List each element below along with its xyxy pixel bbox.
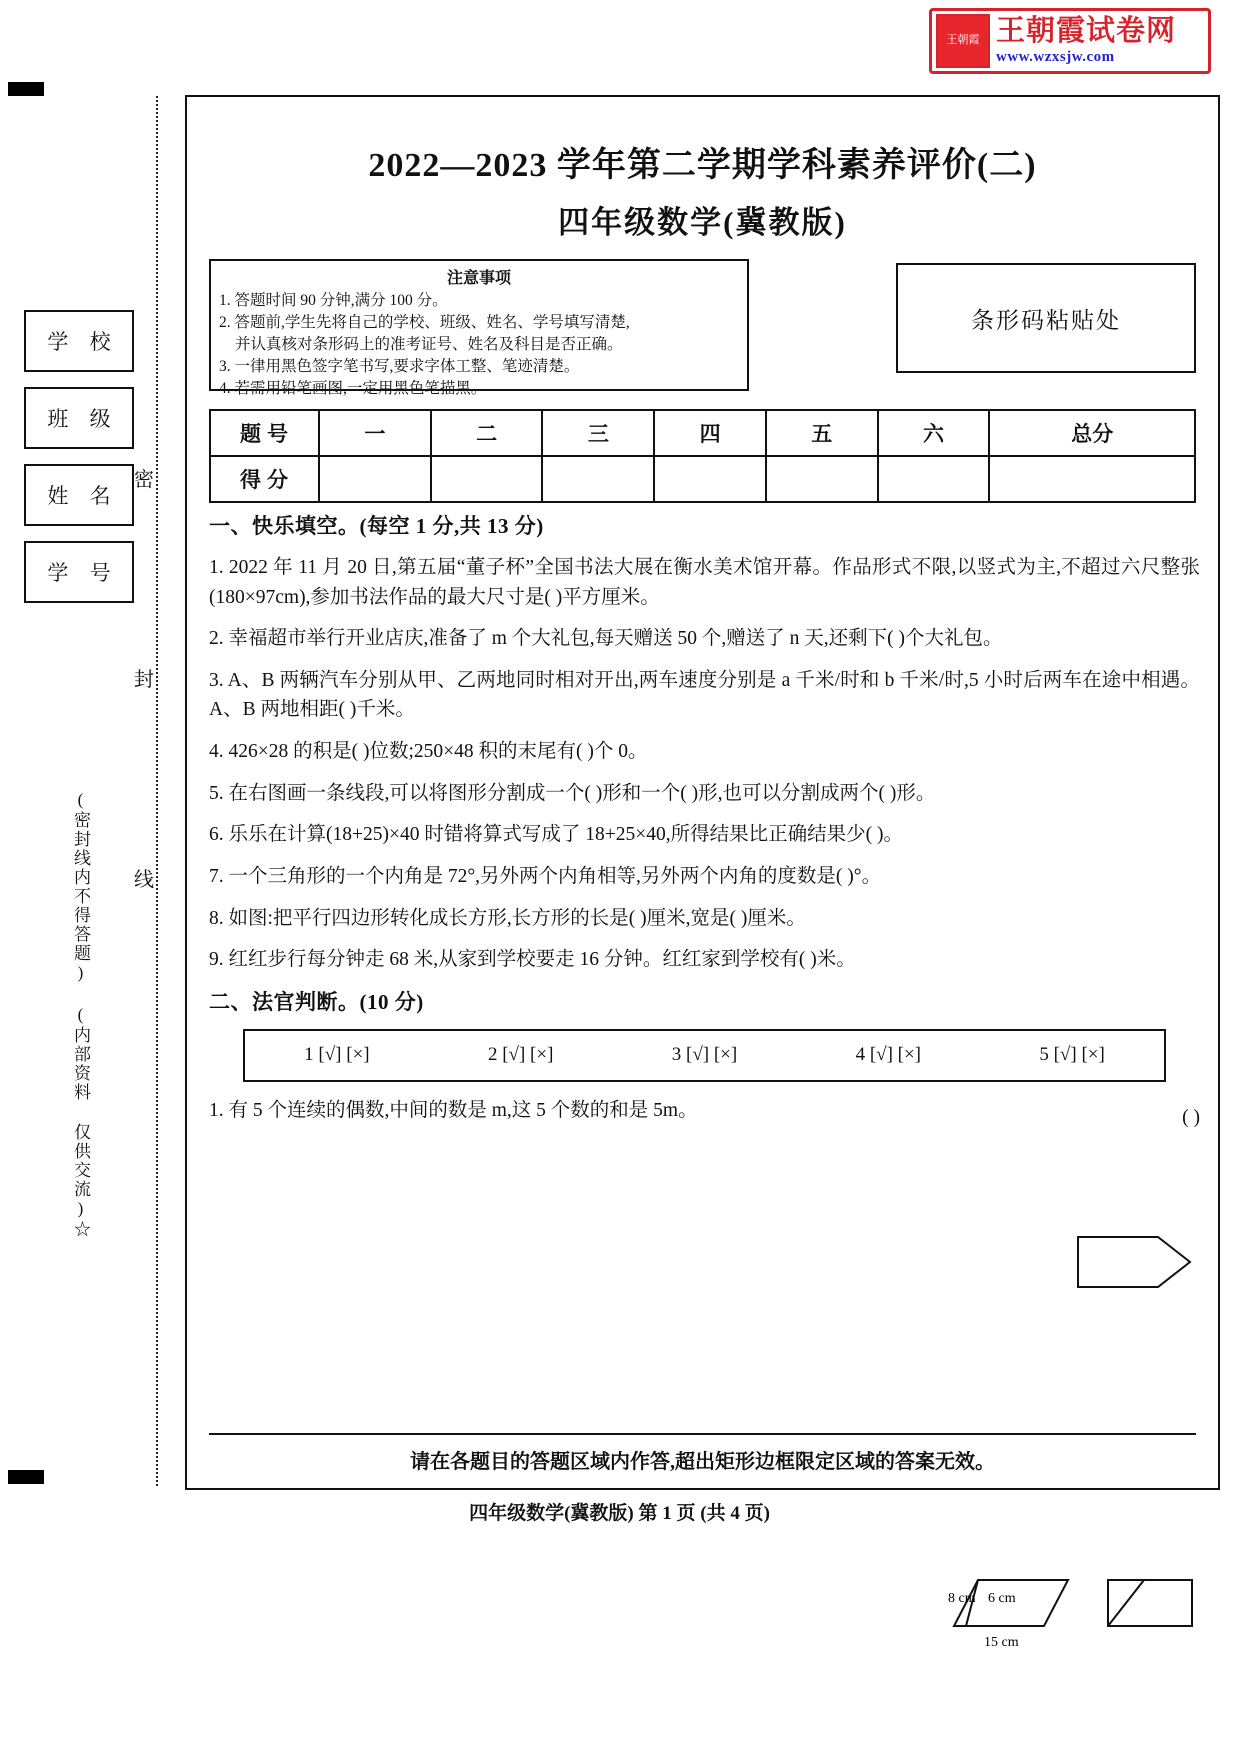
pentagon-figure-icon (1076, 1231, 1194, 1293)
question-1-8: 8. 如图:把平行四边形转化成长方形,长方形的长是( )厘米,宽是( )厘米。 (209, 907, 806, 929)
question-1-4: 4. 426×28 的积是( )位数;250×48 积的末尾有( )个 0。 (209, 741, 648, 763)
question-2-1: 1. 有 5 个连续的偶数,中间的数是 m,这 5 个数的和是 5m。 (209, 1099, 698, 1121)
notice-item: 1. 答题时间 90 分钟,满分 100 分。 (219, 292, 448, 309)
barcode-paste-area: 条形码粘贴处 (896, 263, 1196, 373)
score-col-2: 二 (431, 410, 543, 456)
score-label-number: 题号 (210, 410, 319, 456)
answer-area-note: 请在各题目的答题区域内作答,超出矩形边框限定区域的答案无效。 (209, 1433, 1196, 1474)
notice-item: 4. 若需用铅笔画图,一定用黑色笔描黑。 (219, 380, 487, 397)
parallelogram-figure-icon (948, 1572, 1198, 1650)
judge-item-1[interactable]: 1 [√] [×] (304, 1043, 370, 1065)
question-1-2: 2. 幸福超市举行开业店庆,准备了 m 个大礼包,每天赠送 50 个,赠送了 n 天,还剩下( )个大礼包。 (209, 628, 1003, 650)
seal-icon: 王朝霞 (936, 14, 990, 68)
notice-item: 3. 一律用黑色签字笔书写,要求字体工整、笔迹清楚。 (219, 358, 580, 375)
score-table (209, 409, 1196, 503)
score-label-points: 得分 (210, 456, 319, 502)
registration-mark-top (8, 82, 44, 96)
question-1-3: 3. A、B 两辆汽车分别从甲、乙两地同时相对开出,两车速度分别是 a 千米/时和 b 千米/时,5 小时后两车在途中相遇。A、B 两地相距( )千米。 (209, 669, 1200, 721)
field-class[interactable]: 班 级 (24, 387, 134, 449)
notice-item: 2. 答题前,学生先将自己的学校、班级、姓名、学号填写清楚, (219, 314, 630, 331)
question-1-6: 6. 乐乐在计算(18+25)×40 时错将算式写成了 18+25×40,所得结果比正确结果少( )。 (209, 824, 903, 846)
score-cell[interactable] (542, 456, 654, 502)
seal-characters (130, 380, 158, 980)
page-footer: 四年级数学(冀教版) 第 1 页 (共 4 页) (469, 1503, 770, 1524)
score-cell[interactable] (431, 456, 543, 502)
table-row (210, 410, 1195, 456)
score-col-total: 总分 (989, 410, 1195, 456)
question-2-1-bracket: ( ) (1182, 1107, 1200, 1129)
score-col-5: 五 (766, 410, 878, 456)
field-student-id[interactable]: 学 号 (24, 541, 134, 603)
seal-char-3: 线 (134, 869, 154, 891)
seal-vertical-notice: (密封线内不得答题) (内部资料 仅供交流)☆ (71, 790, 90, 1239)
svg-text:15 cm: 15 cm (984, 1634, 1019, 1650)
score-cell[interactable] (654, 456, 766, 502)
section-one-heading: 一、快乐填空。(每空 1 分,共 13 分) (209, 514, 544, 538)
score-cell[interactable] (319, 456, 431, 502)
score-cell[interactable] (766, 456, 878, 502)
registration-mark-bottom (8, 1470, 44, 1484)
notice-heading: 注意事项 (446, 270, 511, 287)
score-cell-total[interactable] (989, 456, 1195, 502)
judge-item-4[interactable]: 4 [√] [×] (855, 1043, 922, 1065)
judge-item-3[interactable]: 3 [√] [×] (671, 1043, 738, 1065)
judge-answer-row (243, 1029, 1166, 1082)
seal-char-2: 封 (134, 669, 154, 691)
score-cell[interactable] (878, 456, 990, 502)
question-1-9: 9. 红红步行每分钟走 68 米,从家到学校要走 16 分钟。红红家到学校有( )米。 (209, 949, 856, 971)
score-col-6: 六 (878, 410, 990, 456)
table-row (210, 456, 1195, 502)
question-1-7: 7. 一个三角形的一个内角是 72°,另外两个内角相等,另外两个内角的度数是( )°。 (209, 865, 882, 887)
svg-text:8 cm: 8 cm (948, 1590, 976, 1606)
question-1-5: 5. 在右图画一条线段,可以将图形分割成一个( )形和一个( )形,也可以分割成两个( )形。 (209, 782, 936, 804)
judge-item-5[interactable]: 5 [√] [×] (1039, 1043, 1105, 1065)
score-col-4: 四 (654, 410, 766, 456)
site-logo (929, 8, 1211, 74)
section-two-heading: 二、法官判断。(10 分) (209, 989, 424, 1014)
page-title: 2022—2023 学年第二学期学科素养评价(二) (368, 147, 1037, 184)
question-1-1: 1. 2022 年 11 月 20 日,第五届“董子杯”全国书法大展在衡水美术馆开幕。作品形式不限,以竖式为主,不超过六尺整张(180×97cm),参加书法作品的最大尺寸是( )平方厘米。 (209, 556, 1200, 608)
page-subtitle: 四年级数学(冀教版) (558, 205, 847, 240)
svg-text:6 cm: 6 cm (988, 1590, 1016, 1606)
field-name[interactable]: 姓 名 (24, 464, 134, 526)
notice-item: 并认真核对条形码上的准考证号、姓名及科目是否正确。 (235, 336, 623, 353)
seal-char-1: 密 (134, 469, 154, 491)
brand-name: 王朝霞试卷网 (996, 14, 1177, 47)
judge-item-2[interactable]: 2 [√] [×] (487, 1043, 554, 1065)
score-col-1: 一 (319, 410, 431, 456)
brand-url: www.wzxsjw.com (996, 48, 1115, 65)
notice-box (209, 259, 749, 397)
score-col-3: 三 (542, 410, 654, 456)
field-school[interactable]: 学 校 (24, 310, 134, 372)
